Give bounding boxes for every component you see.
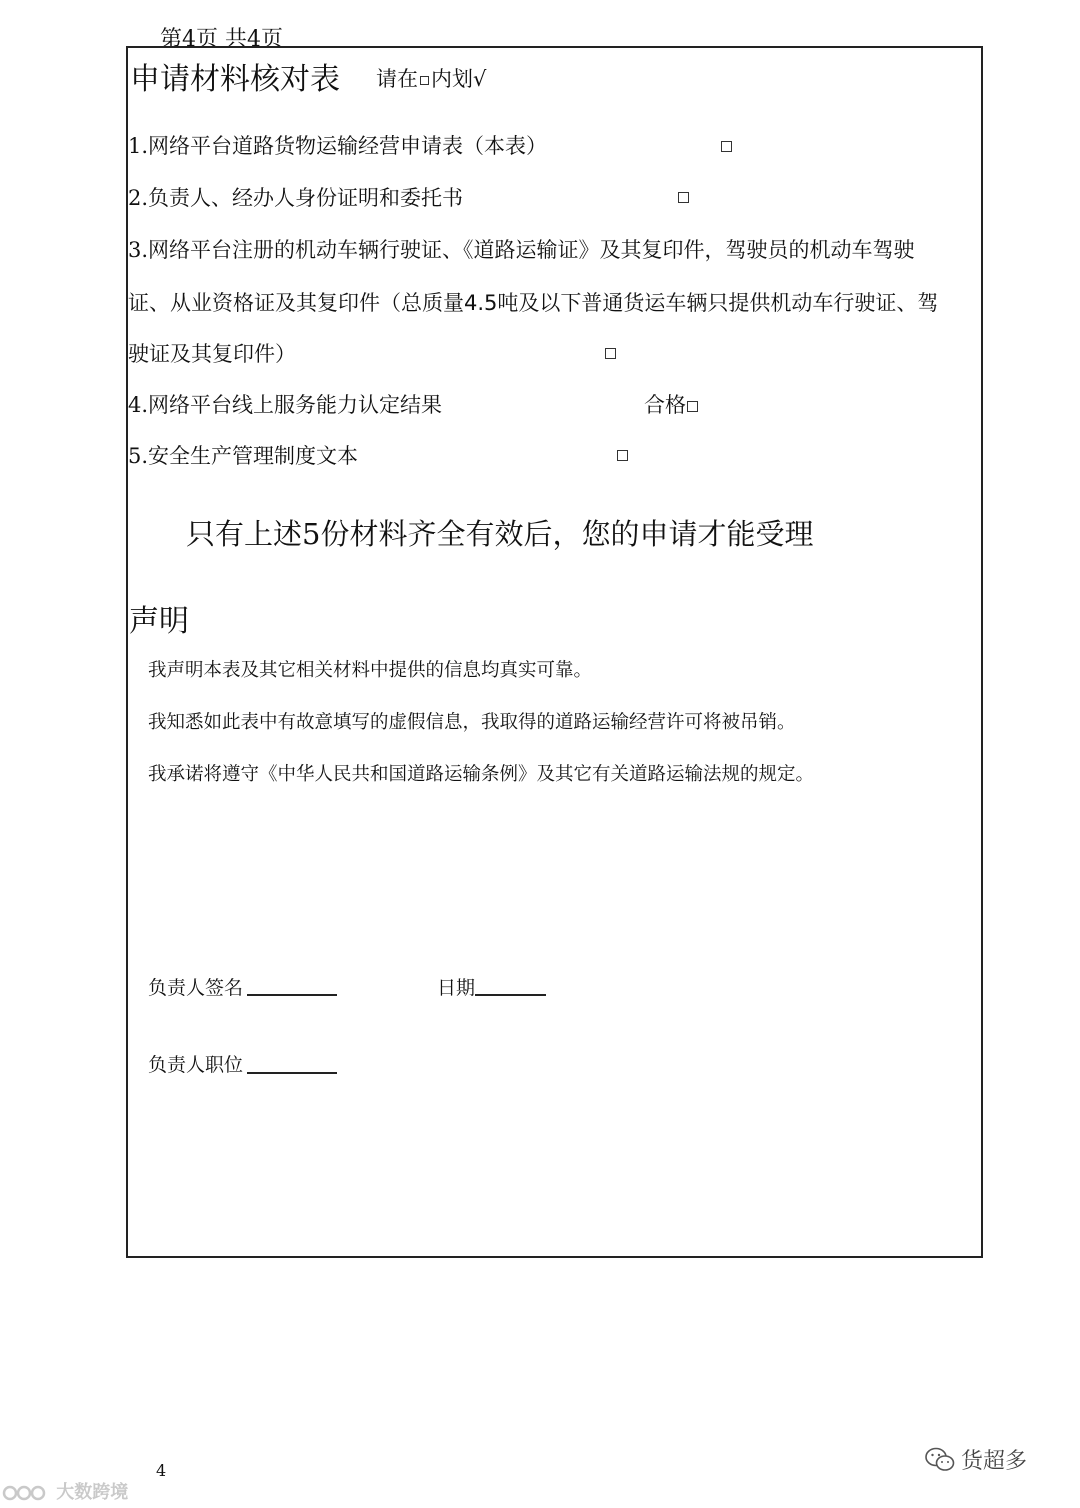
position-label: 负责人职位 [148,1054,244,1076]
checkbox-item-1[interactable] [721,141,732,152]
page-indicator: 第4页 共4页 [160,27,283,52]
checklist-item-5: 5.安全生产管理制度文本 [128,444,359,468]
declaration-line-1: 我声明本表及其它相关材料中提供的信息均真实可靠。 [148,660,593,681]
checklist-item-4: 4.网络平台线上服务能力认定结果 [128,393,443,417]
date-label: 日期 [437,977,476,999]
checklist-instruction [376,63,486,93]
instruction-text-before: 请在 [376,67,418,91]
item-3-part-a: 3.网络平台注册的机动 [128,238,338,262]
checkbox-sample-icon [420,76,429,85]
declaration-heading: 声明 [129,604,189,639]
item-3-part-b: 车辆行驶证、《道路运输证》及其复印件，驾驶员的机动车驾驶 [337,238,915,262]
acceptance-notice: 只有上述5份材料齐全有效后，您的申请才能受理 [186,517,814,551]
item-4-result [644,389,698,419]
checklist-item-2: 2.负责人、经办人身份证明和委托书 [128,186,464,210]
signer-label: 负责人签名 [148,977,244,999]
page-number: 4 [156,1461,167,1480]
checklist-title: 申请材料核对表 [130,62,340,97]
checkbox-item-4[interactable] [687,401,698,412]
watermark-left [2,1478,128,1504]
date-field[interactable] [475,994,546,996]
checkbox-item-5[interactable] [617,450,628,461]
form-border [126,46,983,1258]
position-field[interactable] [247,1072,337,1074]
watermark-right [925,1444,1027,1475]
checklist-item-1: 1.网络平台道路货物运输经营申请表（本表） [128,134,548,158]
checklist-item-3-line-3: 驶证及其复印件） [128,342,296,366]
instruction-text-after: 内划√ [431,67,487,91]
checkbox-item-2[interactable] [678,192,689,203]
checkbox-item-3[interactable] [605,348,616,359]
watermark-right-text: 货超多 [961,1449,1028,1474]
declaration-line-3: 我承诺将遵守《中华人民共和国道路运输条例》及其它有关道路运输法规的规定。 [148,764,815,785]
wechat-icon [925,1447,955,1473]
watermark-left-text: 大数跨境 [56,1482,129,1503]
signer-field[interactable] [247,994,337,996]
watermark-logo-icon [2,1482,50,1504]
checklist-item-3-line-2: 证、从业资格证及其复印件（总质量4.5吨及以下普通货运车辆只提供机动车行驶证、驾 [128,291,939,315]
checklist-item-3-line-1 [128,234,915,264]
item-4-result-label: 合格 [644,393,686,417]
declaration-line-2: 我知悉如此表中有故意填写的虚假信息，我取得的道路运输经营许可将被吊销。 [148,712,796,733]
